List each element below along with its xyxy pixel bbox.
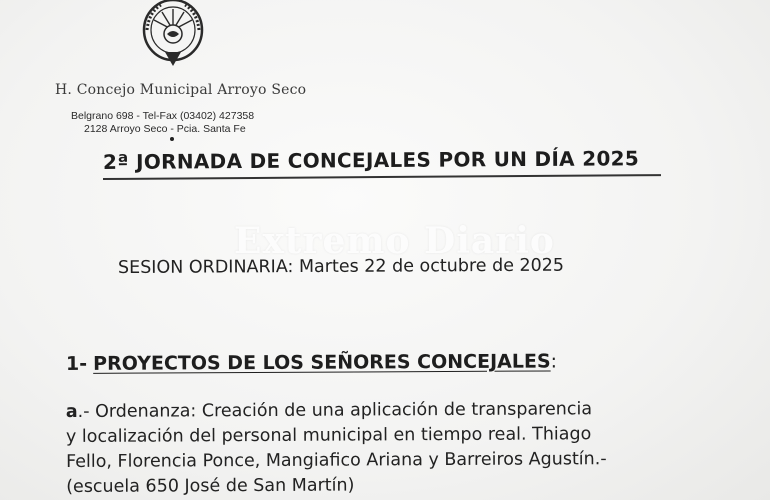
section-heading bbox=[66, 350, 557, 375]
document-title: 2ª JORNADA DE CONCEJALES POR UN DÍA 2025 bbox=[102, 146, 640, 174]
item-a-paragraph bbox=[66, 397, 707, 500]
municipal-seal-icon bbox=[141, 0, 205, 68]
item-a-line-1 bbox=[66, 397, 706, 425]
item-a-letter: a bbox=[65, 401, 78, 423]
section-number: 1- bbox=[65, 352, 88, 375]
organization-name: H. Concejo Municipal Arroyo Seco bbox=[55, 82, 307, 98]
item-a-line-3: Fello, Florencia Ponce, Mangiafico Ariana y Barreiros Agustín.- bbox=[66, 449, 607, 472]
address-line-1: Belgrano 698 - Tel-Fax (03402) 427358 bbox=[71, 110, 255, 122]
watermark-logo: Extremo Diario bbox=[234, 220, 555, 262]
session-line: SESION ORDINARIA: Martes 22 de octubre de 2025 bbox=[117, 255, 565, 278]
item-a-line-1-text: .- Ordenanza: Creación de una aplicación de transparencia bbox=[77, 399, 593, 422]
title-underline bbox=[103, 174, 661, 179]
address-line-2: 2128 Arroyo Seco - Pcia. Santa Fe bbox=[84, 123, 246, 135]
section-title: PROYECTOS DE LOS SEÑORES CONCEJALES bbox=[93, 350, 551, 375]
bullet-dot bbox=[170, 137, 174, 141]
item-a-line-2: y localización del personal municipal en tiempo real. Thiago bbox=[65, 424, 592, 448]
section-colon: : bbox=[550, 350, 558, 373]
item-a-line-4: (escuela 650 José de San Martín) bbox=[66, 475, 355, 497]
